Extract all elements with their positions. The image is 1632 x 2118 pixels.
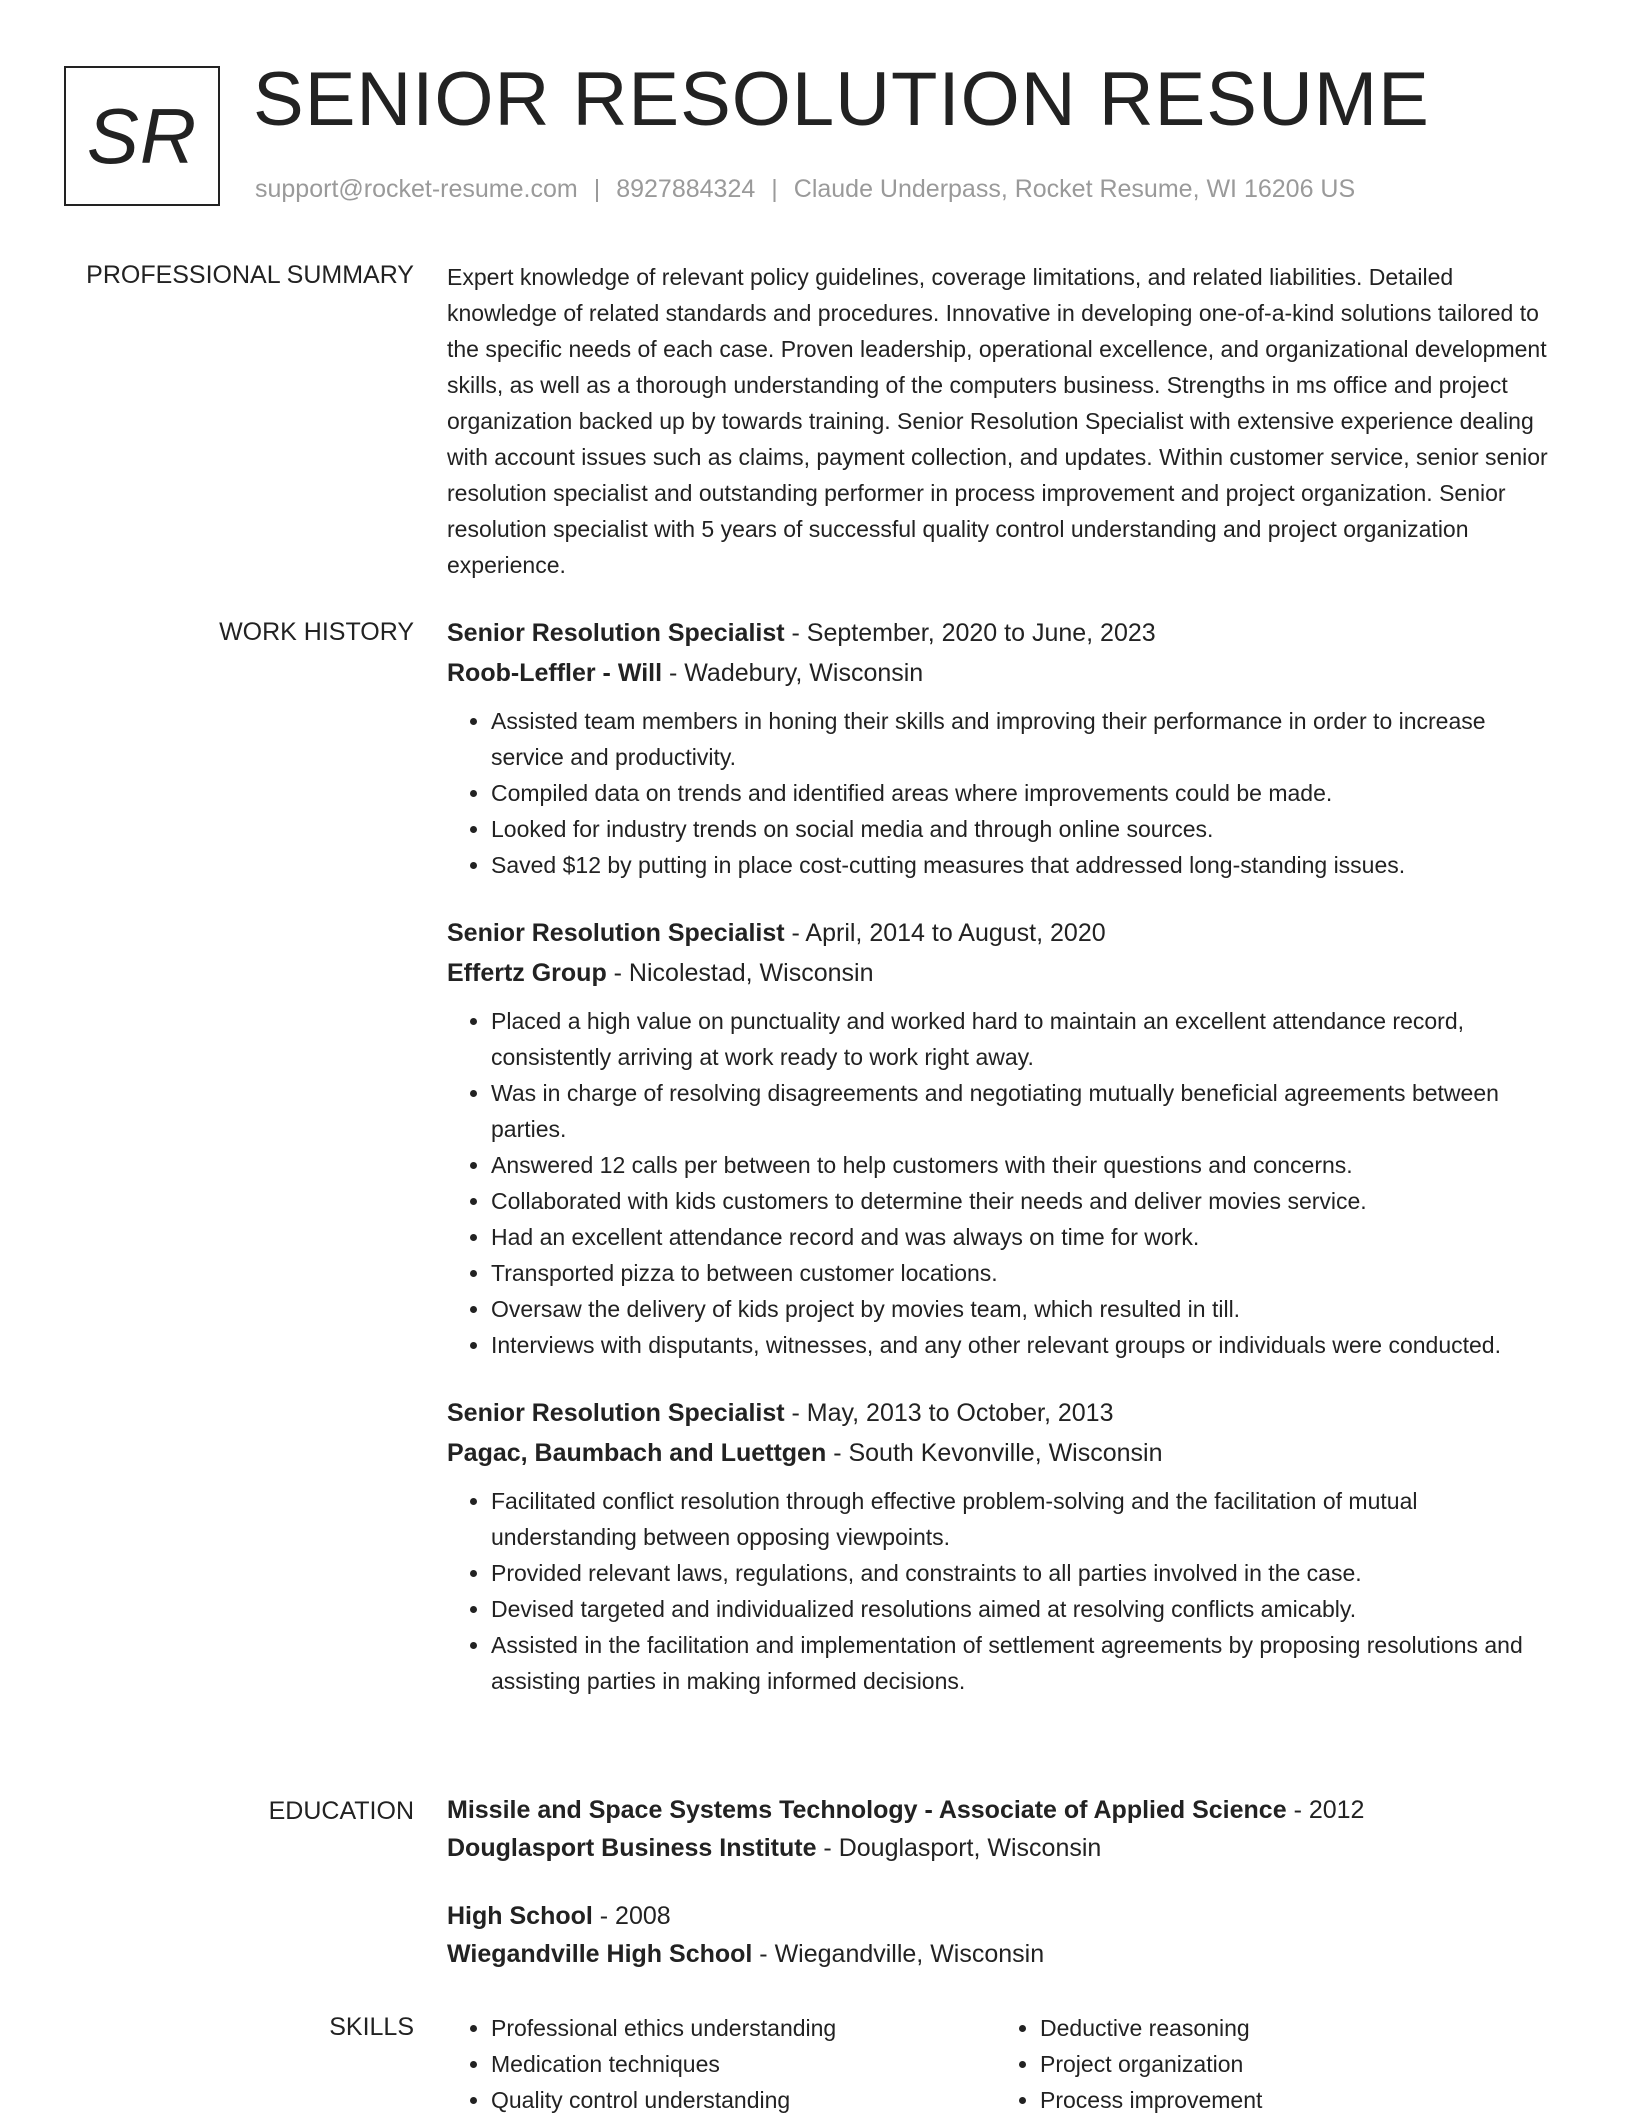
summary-text: Expert knowledge of relevant policy guidelines, coverage limitations, and related liabilities. Detailed knowledge of related standards and procedures. Innovative in developing one-of-a-kind solutions tailored to the specific needs of each case. Proven leadership, operational excellence, and organizational development skills, as well as a thorough understanding of the computers business. Strengths in ms office and project organization backed up by towards training. Senior Resolution Specialist with extensive experience dealing with account issues such as claims, payment collection, and updates. Within customer service, senior senior resolution specialist and outstanding performer in process improvement and project organization. Senior resolution specialist with 5 years of successful quality control understanding and project organization experience. bbox=[447, 264, 1548, 578]
job-bullet: • Answered 12 calls per between to help customers with their questions and concerns. bbox=[491, 1147, 1562, 1183]
skill-item: • Medication techniques bbox=[491, 2046, 996, 2082]
job-bullet: • Assisted team members in honing their skills and improving their performance in order to increase service and productivity. bbox=[491, 703, 1562, 775]
education-location: - Douglasport, Wisconsin bbox=[816, 1834, 1102, 1862]
job-location: - Wadebury, Wisconsin bbox=[662, 659, 924, 687]
job-title-line bbox=[447, 613, 1562, 653]
skill-item: • Deductive reasoning bbox=[1040, 2010, 1545, 2046]
skill-item: • Project organization bbox=[1040, 2046, 1545, 2082]
initials-text: SR bbox=[86, 91, 198, 180]
job-bullet: • Interviews with disputants, witnesses, and any other relevant groups or individuals were conducted. bbox=[491, 1327, 1562, 1363]
section-label-skills: SKILLS bbox=[329, 2013, 414, 2041]
job-bullet: • Provided relevant laws, regulations, and constraints to all parties involved in the case. bbox=[491, 1555, 1562, 1591]
job-bullet: • Assisted in the facilitation and implementation of settlement agreements by proposing resolutions and assisting parties in making informed decisions. bbox=[491, 1627, 1562, 1699]
job-entry bbox=[447, 1393, 1562, 1699]
skill-item: • Professional ethics understanding bbox=[491, 2010, 996, 2046]
section-label-education: EDUCATION bbox=[268, 1797, 414, 1825]
job-bullet: • Transported pizza to between customer locations. bbox=[491, 1255, 1562, 1291]
job-bullet: • Oversaw the delivery of kids project by movies team, which resulted in till. bbox=[491, 1291, 1562, 1327]
job-title-line bbox=[447, 913, 1562, 953]
skills-column-right bbox=[996, 2010, 1545, 2118]
section-label-work: WORK HISTORY bbox=[219, 618, 414, 646]
job-bullet: • Collaborated with kids customers to determine their needs and deliver movies service. bbox=[491, 1183, 1562, 1219]
education-school: Douglasport Business Institute bbox=[447, 1834, 817, 1862]
job-bullet: • Compiled data on trends and identified areas where improvements could be made. bbox=[491, 775, 1562, 811]
initials-monogram bbox=[64, 66, 220, 206]
job-dates: - September, 2020 to June, 2023 bbox=[784, 619, 1156, 647]
contact-separator: | bbox=[771, 175, 778, 203]
job-bullet: • Saved $12 by putting in place cost-cutting measures that addressed long-standing issues. bbox=[491, 847, 1562, 883]
education-year: - 2008 bbox=[592, 1902, 671, 1930]
job-title: Senior Resolution Specialist bbox=[447, 919, 785, 947]
education-school-line bbox=[447, 1935, 1562, 1973]
skill-item: • Process improvement bbox=[1040, 2082, 1545, 2118]
resume-title: SENIOR RESOLUTION RESUME bbox=[253, 57, 1430, 142]
job-bullet: • Facilitated conflict resolution through effective problem-solving and the facilitation of mutual understanding between opposing viewpoints. bbox=[491, 1483, 1562, 1555]
education-school-line bbox=[447, 1829, 1562, 1867]
job-bullet: • Placed a high value on punctuality and worked hard to maintain an excellent attendance record, consistently arriving at work ready to work right away. bbox=[491, 1003, 1562, 1075]
job-company-line bbox=[447, 1433, 1562, 1473]
job-company-line bbox=[447, 953, 1562, 993]
contact-address: Claude Underpass, Rocket Resume, WI 16206 US bbox=[793, 175, 1356, 203]
education-degree: High School bbox=[447, 1902, 593, 1930]
job-entry bbox=[447, 913, 1562, 1363]
job-bullet: • Looked for industry trends on social media and through online sources. bbox=[491, 811, 1562, 847]
job-title: Senior Resolution Specialist bbox=[447, 619, 785, 647]
education-school: Wiegandville High School bbox=[447, 1940, 753, 1968]
job-title: Senior Resolution Specialist bbox=[447, 1399, 785, 1427]
job-bullets bbox=[447, 1483, 1562, 1699]
job-company-line bbox=[447, 653, 1562, 693]
education-entry bbox=[447, 1791, 1562, 1867]
education-section bbox=[447, 1791, 1562, 1973]
contact-line bbox=[255, 172, 1355, 207]
contact-separator: | bbox=[593, 175, 601, 203]
summary-section bbox=[447, 259, 1562, 583]
skill-item: • Quality control understanding bbox=[491, 2082, 996, 2118]
contact-phone[interactable]: 8927884324 bbox=[616, 175, 756, 203]
education-degree-line bbox=[447, 1897, 1562, 1935]
job-title-line bbox=[447, 1393, 1562, 1433]
skills-section bbox=[447, 2010, 1562, 2118]
job-dates: - May, 2013 to October, 2013 bbox=[784, 1399, 1114, 1427]
education-location: - Wiegandville, Wisconsin bbox=[752, 1940, 1045, 1968]
job-dates: - April, 2014 to August, 2020 bbox=[784, 919, 1106, 947]
education-year: - 2012 bbox=[1286, 1796, 1365, 1824]
education-degree-line bbox=[447, 1791, 1562, 1829]
contact-email[interactable]: support@rocket-resume.com bbox=[255, 175, 578, 203]
education-entry bbox=[447, 1897, 1562, 1973]
work-history-section bbox=[447, 613, 1562, 1699]
section-label-summary: PROFESSIONAL SUMMARY bbox=[86, 261, 414, 289]
job-company: Roob-Leffler - Will bbox=[447, 659, 663, 687]
job-bullets bbox=[447, 1003, 1562, 1363]
job-bullet: • Was in charge of resolving disagreements and negotiating mutually beneficial agreements between parties. bbox=[491, 1075, 1562, 1147]
job-bullets bbox=[447, 703, 1562, 883]
skills-column-left bbox=[447, 2010, 996, 2118]
job-company: Pagac, Baumbach and Luettgen bbox=[447, 1439, 827, 1467]
job-location: - South Kevonville, Wisconsin bbox=[826, 1439, 1163, 1467]
skills-grid bbox=[447, 2010, 1562, 2118]
job-bullet: • Devised targeted and individualized resolutions aimed at resolving conflicts amicably. bbox=[491, 1591, 1562, 1627]
job-location: - Nicolestad, Wisconsin bbox=[606, 959, 874, 987]
education-degree: Missile and Space Systems Technology - Associate of Applied Science bbox=[447, 1796, 1287, 1824]
job-entry bbox=[447, 613, 1562, 883]
job-company: Effertz Group bbox=[447, 959, 607, 987]
job-bullet: • Had an excellent attendance record and was always on time for work. bbox=[491, 1219, 1562, 1255]
